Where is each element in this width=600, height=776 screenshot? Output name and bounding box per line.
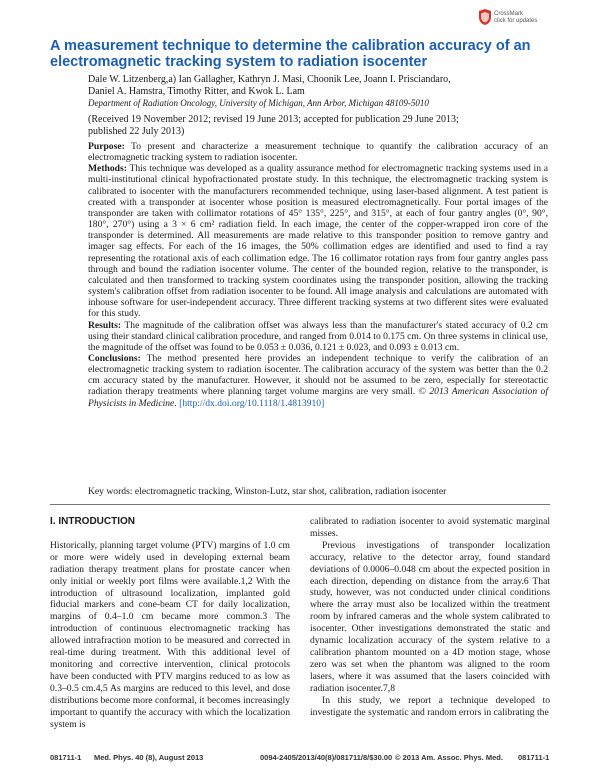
crossmark-label: CrossMark [494, 11, 524, 17]
results-text: The magnitude of the calibration offset was always less than the manufacturer's stated accuracy of 0.2 cm using their standard clinical calibration procedure, and ranged from 0.014 to 0.175 cm. On three systems in clinical use, the magnitude of the offset was found to be 0.053 ± 0.036, 0.121 ± 0.023, and 0.093 ± 0.013 cm. [88, 319, 548, 353]
section-divider [50, 504, 550, 505]
intro-paragraph-3: In this study, we report a technique developed to investigate the systematic and random errors in calibrating the [310, 694, 550, 718]
purpose-text: To present and characterize a measurement technique to quantify the calibration accuracy of an electromagnetic tracking system to radiation isocenter. [88, 141, 548, 164]
crossmark-sublabel: click for updates [494, 18, 538, 24]
keywords: Key words: electromagnetic tracking, Winston-Lutz, star shot, calibration, radiation isocenter [88, 486, 447, 497]
abstract-methods [88, 163, 548, 319]
section-heading: I. INTRODUCTION [50, 516, 135, 527]
article-title: A measurement technique to determine the calibration accuracy of an electromagnetic tracking system to radiation isocenter [50, 38, 531, 70]
doi-link[interactable]: [http://dx.doi.org/10.1118/1.4813910] [179, 397, 325, 409]
abstract [88, 141, 548, 409]
right-column [310, 516, 550, 718]
footer-page-id-right: 081711-1 [518, 753, 550, 762]
intro-paragraph-1: Historically, planning target volume (PTV) margins of 1.0 cm or more were widely used in developing external beam radiation therapy treatment plans for prostate cancer when only initial or weekly port films were available.1,2 With the introduction of ultrasound localization, implanted gold fiducial markers and cone-beam CT for daily localization, margins of 0.4–1.0 cm became more common.3 The introduction of continuous electromagnetic tracking has allowed intrafraction motion to be measured and corrected in real-time during treatment. With this additional level of monitoring and corrective intervention, clinical protocols have been conducted with PTV margins reduced to as low as 0.3–0.5 cm.4,5 As margins are reduced to this level, and dose distributions become more conformal, it becomes increasingly important to quantify the accuracy with which the localization system is [50, 539, 290, 730]
author-list [88, 74, 548, 98]
authors-line-1: Dale W. Litzenberg,a) Ian Gallagher, Kathryn J. Masi, Choonik Lee, Joann I. Prisciandaro, [88, 74, 451, 85]
abstract-results [88, 320, 548, 353]
footer-codes: 0094-2405/2013/40(8)/081711/8/$30.00 [260, 753, 393, 762]
authors-line-2: Daniel A. Hamstra, Timothy Ritter, and Kwok L. Lam [88, 86, 305, 97]
results-label: Results: [88, 319, 122, 331]
methods-label: Methods: [88, 163, 127, 175]
conclusions-label: Conclusions: [88, 352, 141, 364]
crossmark-badge[interactable] [478, 8, 558, 30]
footer-copyright: © 2013 Am. Assoc. Phys. Med. [395, 753, 503, 762]
left-column [50, 516, 290, 730]
page-footer [50, 753, 550, 765]
conclusions-text: The method presented here provides an independent technique to verify the calibration of an electromagnetic tracking system to radiation isocenter. The calibration accuracy of the system was better than the 0.2 cm accuracy stated by the manufacturer. However, it should not be assumed to be zero, especially for stereotactic radiation therapy treatments where planning target volume margins are very small. [88, 352, 548, 398]
crossmark-icon [478, 8, 492, 26]
intro-paragraph-2: Previous investigations of transponder localization accuracy, relative to the detector array, found standard deviations of 0.0006–0.048 cm about the expected position in each direction, depending on distance from the array.6 That study, however, was not conducted under clinical conditions where the array must also be localized within the treatment room by infrared cameras and the whole system calibrated to isocenter. Other investigations demonstrated the static and dynamic localization accuracy of the system relative to a calibration phantom mounted on a 4D motion stage, whose zero was set when the phantom was aligned to the room lasers, where it was assumed that the lasers coincided with radiation isocenter.7,8 [310, 539, 550, 694]
purpose-label: Purpose: [88, 141, 125, 152]
abstract-purpose [88, 141, 548, 163]
publication-dates: (Received 19 November 2012; revised 19 June 2013; accepted for publication 29 June 2013; published 22 July 2013) [88, 114, 459, 137]
footer-page-id: 081711-1 [50, 753, 82, 762]
affiliation: Department of Radiation Oncology, University of Michigan, Ann Arbor, Michigan 48109-5010 [88, 98, 429, 108]
copyright-notice: © 2013 American Association of Physicists in Medicine. [88, 386, 549, 409]
methods-text: This technique was developed as a quality assurance method for electromagnetic tracking systems used in a multi-institutional clinical hypofractionated prostate study. In this technique, the electromagnetic tracking system is calibrated to isocenter with the manufacturers recommended technique, using laser-based alignment. A test patient is created with a transponder at isocenter whose position is measured electromagnetically. Four portal images of the transponder are taken with collimator rotations of 45° 135°, 225°, and 315°, at each of four gantry angles (0°, 90°, 180°, 270°) using a 3 × 6 cm² radiation field. In each image, the center of the copper-wrapped iron core of the transponder is determined. All measurements are made relative to this transponder position to remove gantry and imager sag effects. For each of the 16 images, the 50% collimation edges are identified and used to find a ray representing the rotational axis of each collimation edge. The 16 collimator rotation rays from four gantry angles pass through and bound the radiation isocenter volume. The center of the bounded region, relative to the transponder, is calculated and then transformed to tracking system coordinates using the transponder position, allowing the tracking system's calibration offset from radiation isocenter to be found. All image analysis and calculations are automated with inhouse software for user-independent accuracy. Three different tracking systems at two different sites were evaluated for this study. [88, 163, 548, 320]
footer-journal: Med. Phys. 40 (8), August 2013 [94, 753, 204, 762]
abstract-conclusions [88, 353, 548, 409]
intro-paragraph-1-cont: calibrated to radiation isocenter to avoid systematic marginal misses. [310, 516, 550, 539]
